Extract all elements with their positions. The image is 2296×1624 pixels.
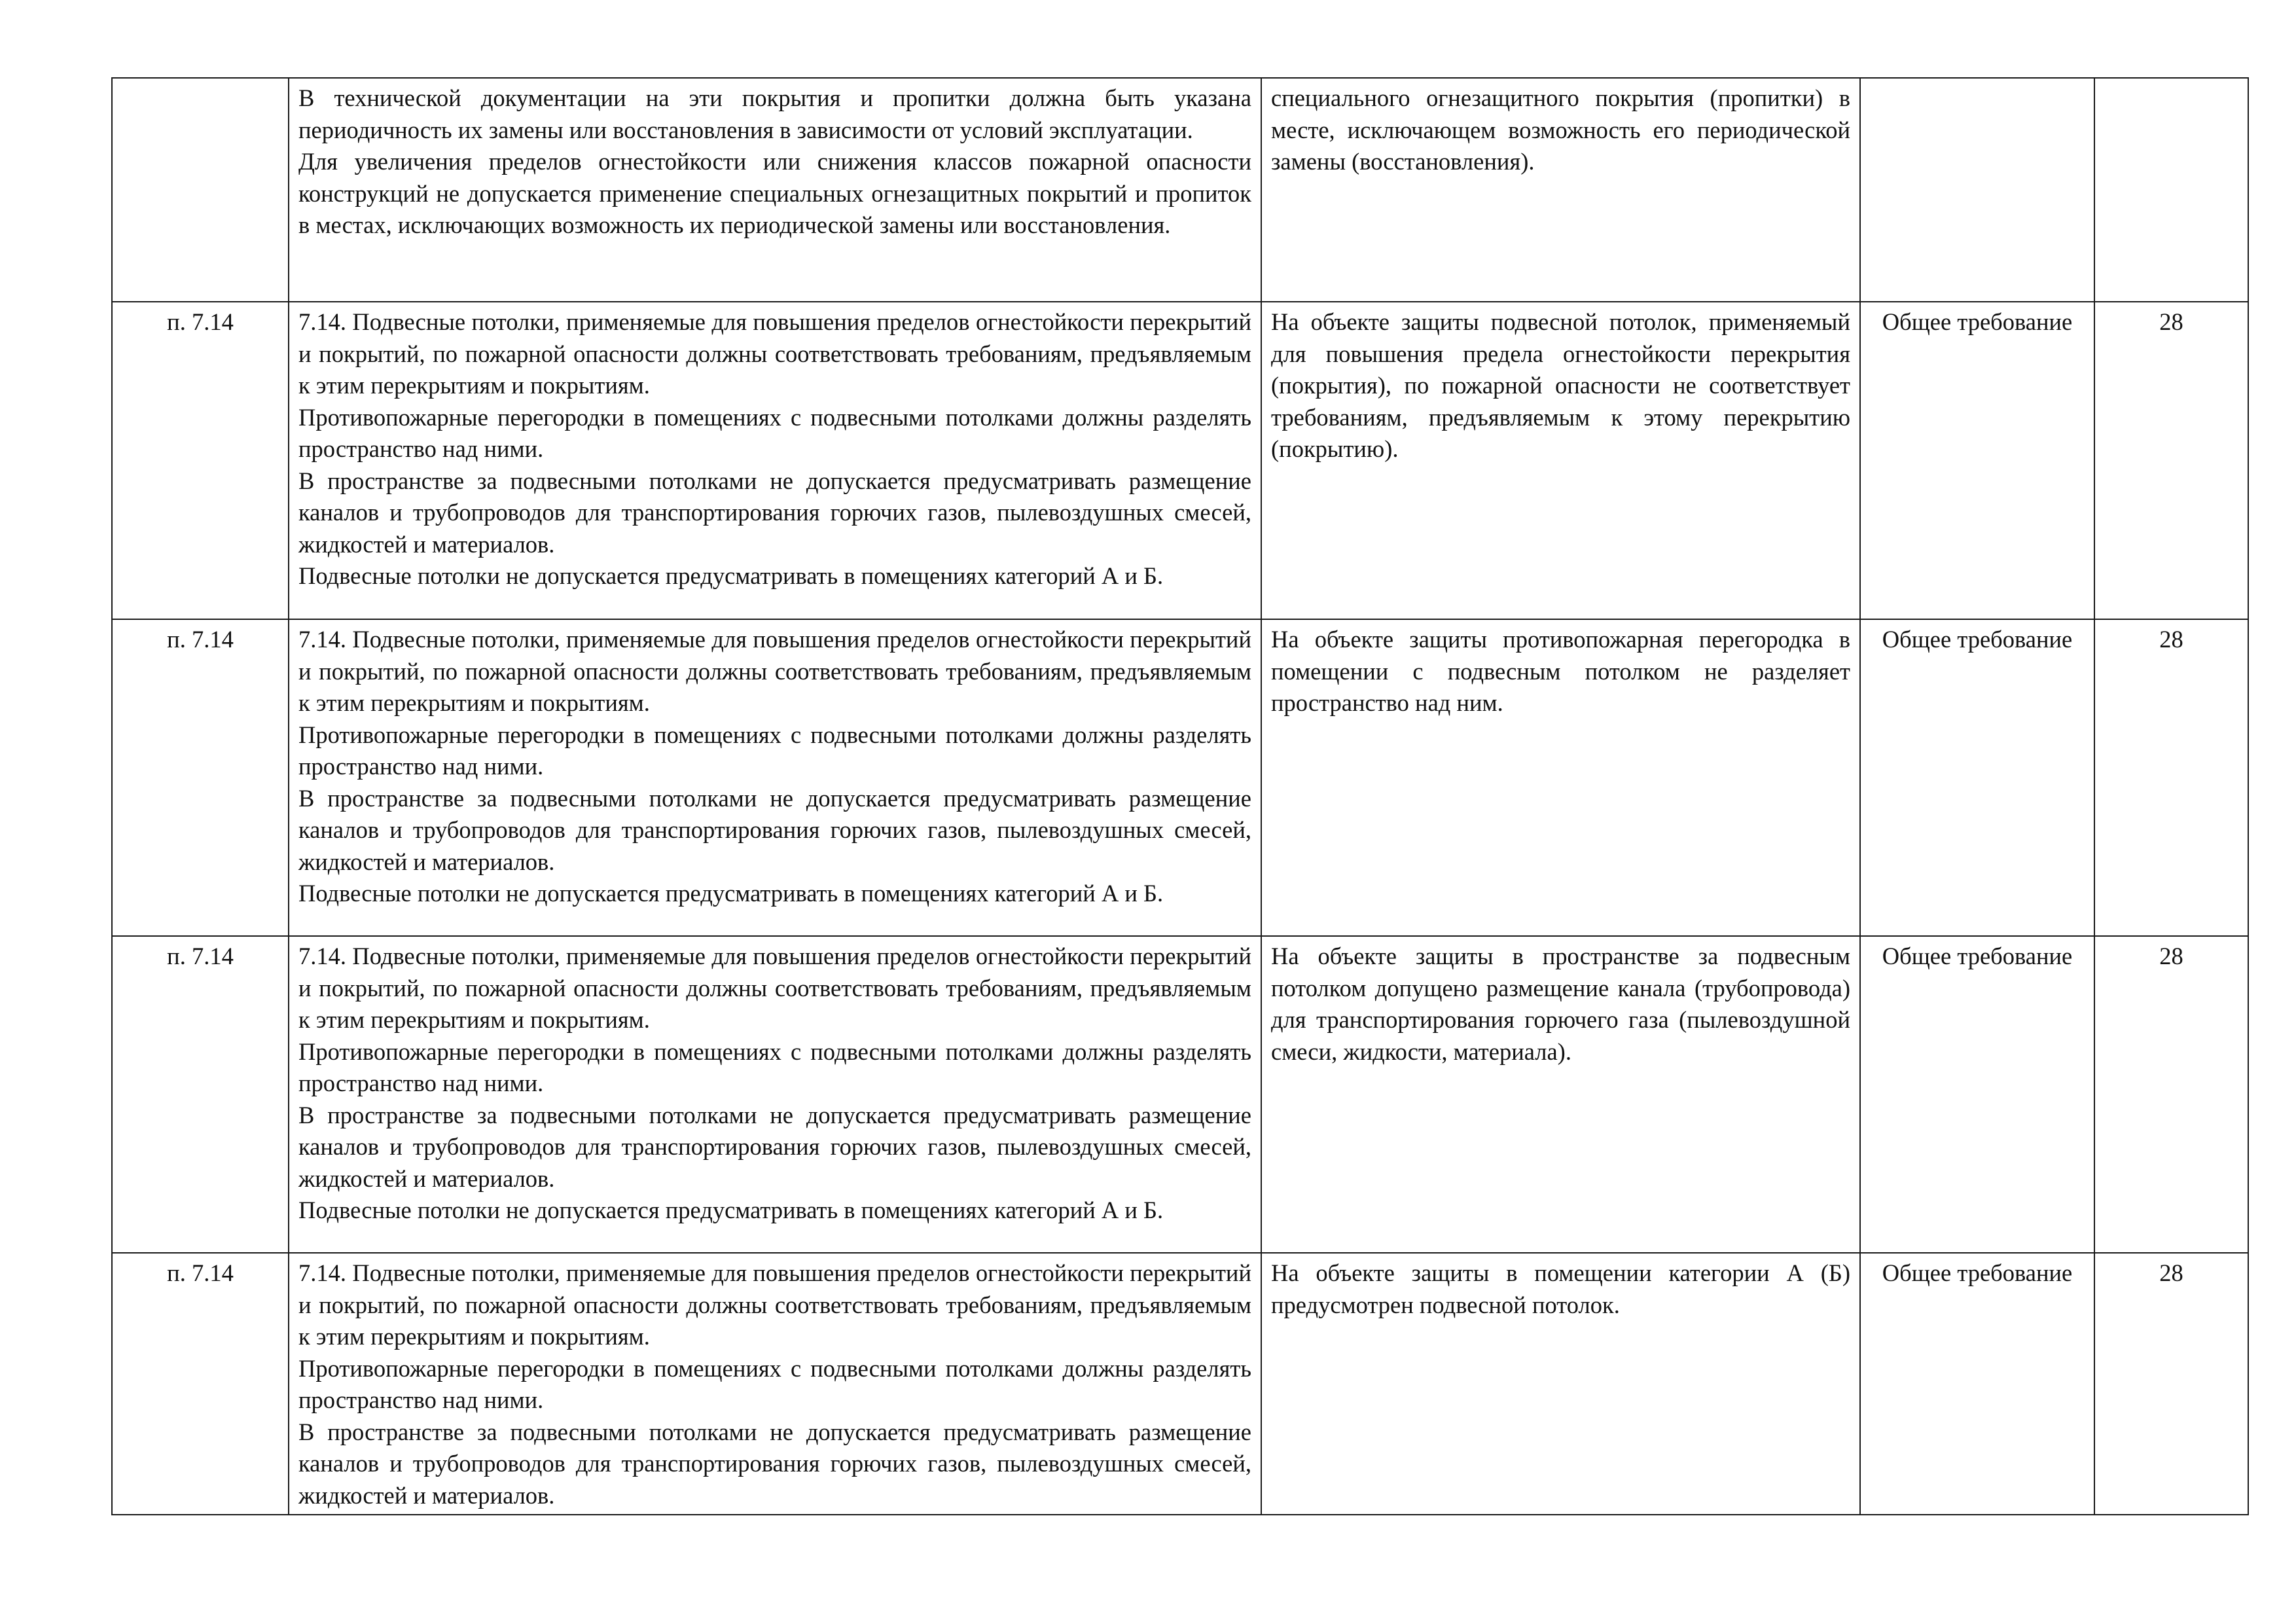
requirement-paragraph: Противопожарные перегородки в помещениях с подвесными потолками должны разделять пространство над ними.: [298, 1038, 1251, 1096]
requirement-kind-cell: Общее требование: [1860, 302, 2094, 619]
requirement-paragraph: Противопожарные перегородки в помещениях с подвесными потолками должны разделять пространство над ними.: [298, 1354, 1251, 1413]
requirement-paragraph: В технической документации на эти покрытия и пропитки должна быть указана периодичность их замены или восстановления в зависимости от условий эксплуатации.: [298, 84, 1251, 143]
requirement-text-cell: [289, 619, 1261, 936]
requirement-paragraph: 7.14. Подвесные потолки, применяемые для повышения пределов огнестойкости перекрытий и покрытий, по пожарной опасности должны соответствовать требованиям, предъявляемым к этим перекрытиям и покрытиям.: [298, 626, 1251, 716]
number-cell: 28: [2094, 936, 2248, 1253]
violation-text: На объекте защиты подвесной потолок, применяемый для повышения предела огнестойкости перекрытия (покрытия), по пожарной опасности не соответствует требованиям, предъявляемым к этому перекрытию (покрытию).: [1271, 308, 1850, 462]
violation-cell: [1261, 619, 1860, 936]
requirement-kind-cell: Общее требование: [1860, 1253, 2094, 1515]
violation-text: На объекте защиты в помещении категории А (Б) предусмотрен подвесной потолок.: [1271, 1259, 1850, 1318]
violation-cell: [1261, 78, 1860, 302]
requirement-paragraph: Подвесные потолки не допускается предусматривать в помещениях категорий А и Б.: [298, 1197, 1164, 1223]
violation-cell: [1261, 936, 1860, 1253]
requirement-paragraph: 7.14. Подвесные потолки, применяемые для повышения пределов огнестойкости перекрытий и покрытий, по пожарной опасности должны соответствовать требованиям, предъявляемым к этим перекрытиям и покрытиям.: [298, 308, 1251, 399]
table-row: [112, 619, 2248, 936]
table-row: [112, 1253, 2248, 1515]
requirement-paragraph: В пространстве за подвесными потолками не допускается предусматривать размещение каналов и трубопроводов для транспортирования горючих газов, пылевоздушных смесей, жидкостей и материалов.: [298, 1418, 1251, 1509]
requirement-paragraph: В пространстве за подвесными потолками не допускается предусматривать размещение каналов и трубопроводов для транспортирования горючих газов, пылевоздушных смесей, жидкостей и материалов.: [298, 467, 1251, 558]
requirement-text-cell: [289, 1253, 1261, 1515]
requirement-paragraph: 7.14. Подвесные потолки, применяемые для повышения пределов огнестойкости перекрытий и покрытий, по пожарной опасности должны соответствовать требованиям, предъявляемым к этим перекрытиям и покрытиям.: [298, 1259, 1251, 1350]
violation-cell: [1261, 302, 1860, 619]
requirement-text-cell: [289, 302, 1261, 619]
requirement-paragraph: Противопожарные перегородки в помещениях с подвесными потолками должны разделять пространство над ними.: [298, 403, 1251, 462]
requirement-paragraph: В пространстве за подвесными потолками не допускается предусматривать размещение каналов и трубопроводов для транспортирования горючих газов, пылевоздушных смесей, жидкостей и материалов.: [298, 784, 1251, 875]
requirement-paragraph: Подвесные потолки не допускается предусматривать в помещениях категорий А и Б.: [298, 880, 1164, 907]
violation-cell: [1261, 1253, 1860, 1515]
requirement-paragraph: В пространстве за подвесными потолками не допускается предусматривать размещение каналов и трубопроводов для транспортирования горючих газов, пылевоздушных смесей, жидкостей и материалов.: [298, 1101, 1251, 1192]
violation-text: специального огнезащитного покрытия (пропитки) в месте, исключающем возможность его периодической замены (восстановления).: [1271, 84, 1850, 175]
violation-text: На объекте защиты противопожарная перегородка в помещении с подвесным потолком не разделяет пространство над ним.: [1271, 626, 1850, 716]
requirement-kind-cell: [1860, 78, 2094, 302]
clause-ref-cell: п. 7.14: [112, 936, 289, 1253]
table-row: [112, 78, 2248, 302]
requirement-text-cell: [289, 78, 1261, 302]
requirement-paragraph: Для увеличения пределов огнестойкости или снижения классов пожарной опасности конструкций не допускается применение специальных огнезащитных покрытий и пропиток в местах, исключающих возможность их периодической замены или восстановления.: [298, 148, 1251, 238]
requirements-table: [111, 77, 2249, 1515]
requirement-paragraph: Противопожарные перегородки в помещениях с подвесными потолками должны разделять пространство над ними.: [298, 721, 1251, 780]
requirement-text-cell: [289, 936, 1261, 1253]
violation-text: На объекте защиты в пространстве за подвесным потолком допущено размещение канала (трубопровода) для транспортирования горючего газа (пылевоздушной смеси, жидкости, материала).: [1271, 943, 1850, 1065]
clause-ref-cell: п. 7.14: [112, 302, 289, 619]
table-row: [112, 302, 2248, 619]
number-cell: [2094, 78, 2248, 302]
clause-ref-cell: п. 7.14: [112, 1253, 289, 1515]
table-row: [112, 936, 2248, 1253]
number-cell: 28: [2094, 619, 2248, 936]
requirement-kind-cell: Общее требование: [1860, 619, 2094, 936]
number-cell: 28: [2094, 1253, 2248, 1515]
clause-ref-cell: [112, 78, 289, 302]
requirement-kind-cell: Общее требование: [1860, 936, 2094, 1253]
requirement-paragraph: 7.14. Подвесные потолки, применяемые для повышения пределов огнестойкости перекрытий и покрытий, по пожарной опасности должны соответствовать требованиям, предъявляемым к этим перекрытиям и покрытиям.: [298, 943, 1251, 1033]
number-cell: 28: [2094, 302, 2248, 619]
requirement-paragraph: Подвесные потолки не допускается предусматривать в помещениях категорий А и Б.: [298, 562, 1164, 589]
clause-ref-cell: п. 7.14: [112, 619, 289, 936]
